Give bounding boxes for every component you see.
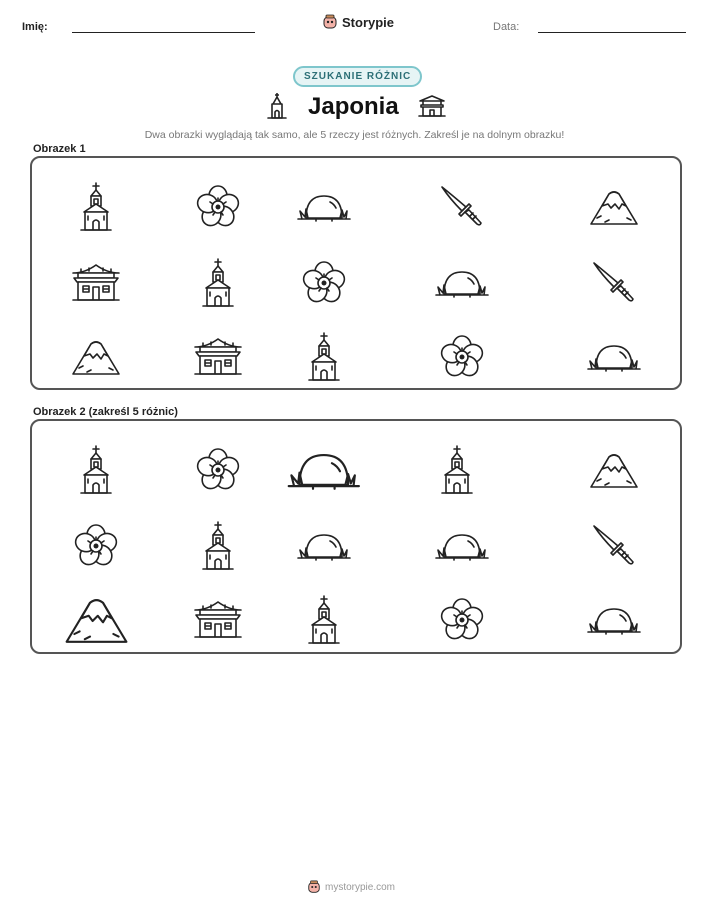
picture2-church-icon[interactable] (397, 435, 517, 505)
picture2-flower-icon[interactable] (402, 585, 522, 655)
picture1-pagoda-icon (36, 248, 156, 318)
picture1-katana-icon (402, 172, 522, 242)
picture1-label: Obrazek 1 (33, 143, 86, 155)
title-church-icon (266, 92, 288, 125)
picture1-katana-icon (554, 248, 674, 318)
picture1-flower-icon (158, 172, 278, 242)
storypie-mascot-icon (322, 14, 338, 30)
title-pagoda-icon (418, 94, 446, 123)
picture2-church-icon[interactable] (158, 511, 278, 581)
brand-logo (322, 14, 394, 30)
date-label: Data: (493, 21, 520, 33)
picture2-bush-icon[interactable] (264, 435, 384, 505)
footer-site: mystorypie.com (325, 881, 396, 893)
brand-name: Storypie (342, 14, 395, 30)
picture1-bush-icon (264, 172, 384, 242)
picture1-pagoda-icon (158, 322, 278, 392)
picture2-bush-icon[interactable] (402, 511, 522, 581)
picture1-panel (30, 156, 682, 390)
date-line[interactable] (538, 32, 686, 33)
name-line[interactable] (72, 32, 255, 33)
name-label: Imię: (22, 21, 48, 33)
picture2-bush-icon[interactable] (264, 511, 384, 581)
instructions: Dwa obrazki wyglądają tak samo, ale 5 rzeczy jest różnych. Zakreśl je na dolnym obrazku! (144, 129, 565, 141)
picture2-flower-icon[interactable] (36, 511, 156, 581)
picture2-church-icon[interactable] (36, 435, 156, 505)
picture2-mountain-icon[interactable] (554, 435, 674, 505)
picture2-panel[interactable] (30, 419, 682, 654)
picture1-church-icon (158, 248, 278, 318)
picture1-mountain-icon (554, 172, 674, 242)
picture1-mountain-icon (36, 322, 156, 392)
page-title: Japonia (308, 93, 399, 120)
picture2-mountain-icon[interactable] (36, 585, 156, 655)
picture1-bush-icon (402, 248, 522, 318)
picture2-flower-icon[interactable] (158, 435, 278, 505)
picture1-flower-icon (264, 248, 384, 318)
picture1-church-icon (36, 172, 156, 242)
storypie-mascot-icon (307, 880, 321, 894)
picture1-church-icon (264, 322, 384, 392)
picture1-flower-icon (402, 322, 522, 392)
activity-badge: SZUKANIE RÓŻNIC (293, 66, 422, 87)
picture1-bush-icon (554, 322, 674, 392)
picture2-label: Obrazek 2 (zakreśl 5 różnic) (33, 406, 178, 418)
picture2-katana-icon[interactable] (554, 511, 674, 581)
footer (307, 880, 395, 894)
picture2-pagoda-icon[interactable] (158, 585, 278, 655)
picture2-church-icon[interactable] (264, 585, 384, 655)
picture2-bush-icon[interactable] (554, 585, 674, 655)
